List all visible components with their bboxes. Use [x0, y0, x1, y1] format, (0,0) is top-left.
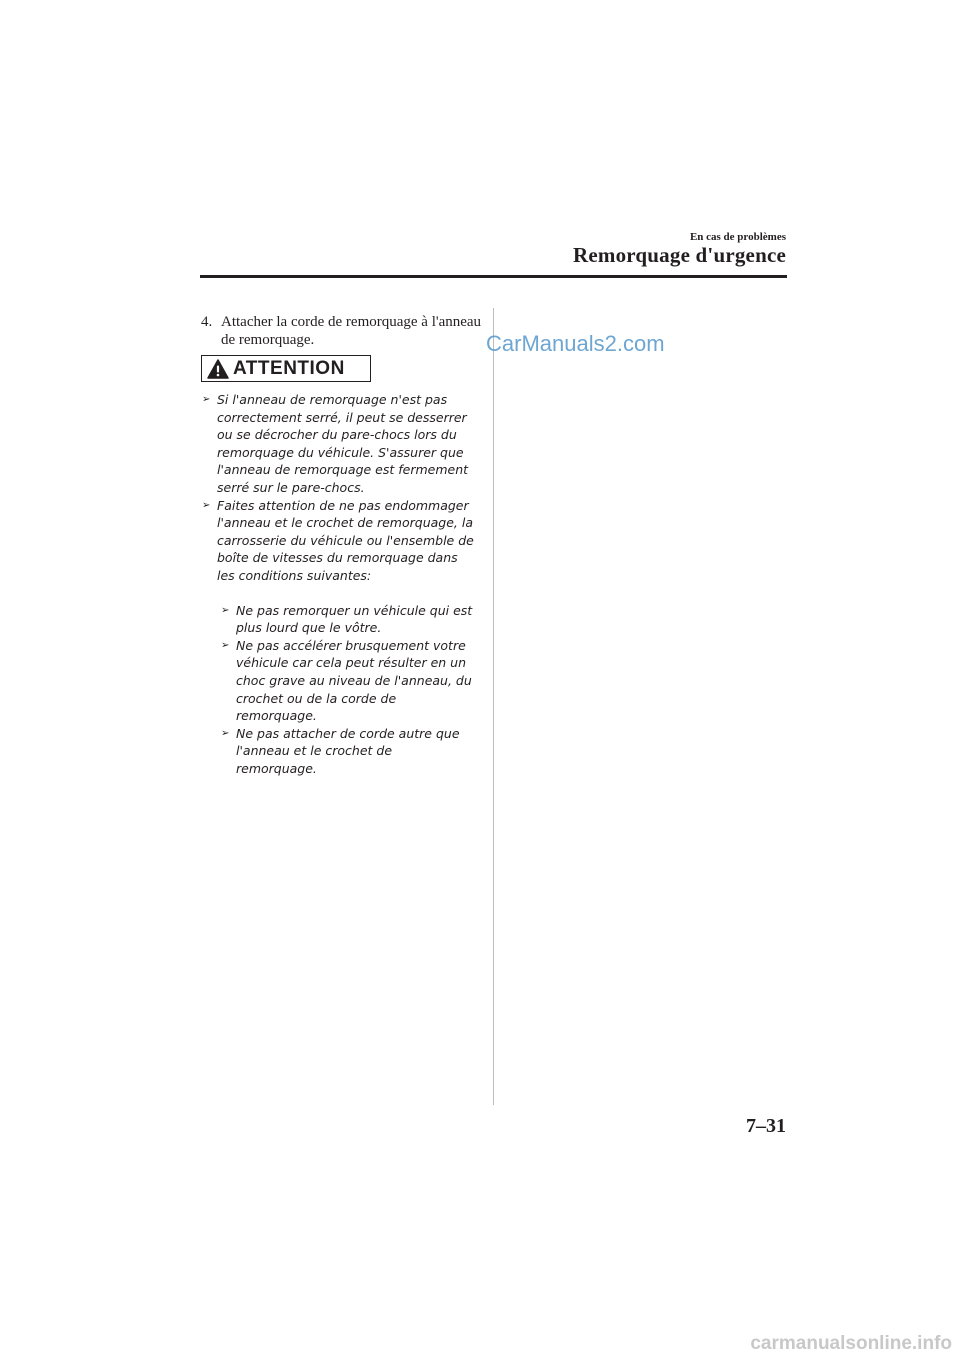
warning-triangle-icon: [207, 359, 229, 379]
attention-banner: [201, 355, 371, 382]
footer-watermark: carmanualsonline.info: [750, 1333, 952, 1354]
page-number: 7–31: [746, 1115, 786, 1137]
sub-list-item: [201, 725, 476, 778]
bullet-text: Faites attention de ne pas endommager l'anneau et le crochet de remorquage, la carrosserie du véhicule ou l'ensemble de boîte de vitesses du remorquage dans les conditions suivantes:: [217, 497, 474, 583]
section-label: En cas de problèmes: [689, 231, 786, 243]
header-rule: [200, 275, 787, 278]
sub-bullet-text: Ne pas accélérer brusquement votre véhicule car cela peut résulter en un choc grave au niveau de l'anneau, du crochet ou de la corde de remorquage.: [236, 637, 472, 724]
list-item: [201, 391, 476, 497]
sub-list-item: [201, 602, 476, 637]
step-text: Attacher la corde de remorquage à l'anneau de remorquage.: [221, 314, 482, 348]
bullet-arrow-icon: ➢: [221, 727, 230, 739]
attention-label: ATTENTION: [233, 357, 345, 379]
bullet-arrow-icon: ➢: [202, 499, 211, 511]
step-number: 4.: [201, 314, 213, 330]
list-item: [201, 497, 476, 585]
watermark-link[interactable]: CarManuals2.com: [486, 331, 665, 356]
attention-content: [201, 391, 476, 777]
bullet-arrow-icon: ➢: [221, 604, 230, 616]
bullet-arrow-icon: ➢: [202, 394, 211, 405]
step-item: [201, 313, 486, 349]
page-title: Remorquage d'urgence: [572, 243, 786, 267]
sub-list-item: [201, 637, 476, 725]
bullet-arrow-icon: ➢: [221, 639, 230, 651]
column-divider: [493, 308, 494, 1105]
bullet-text: Si l'anneau de remorquage n'est pas correctement serré, il peut se desserrer ou se décrocher du pare-chocs lors du remorquage du véhicule. S'assurer que l'anneau de remorquage est fermement serré sur le pare-chocs.: [217, 392, 469, 495]
sub-bullet-text: Ne pas remorquer un véhicule qui est plus lourd que le vôtre.: [236, 602, 473, 636]
sub-bullet-text: Ne pas attacher de corde autre que l'anneau et le crochet de remorquage.: [236, 725, 460, 776]
